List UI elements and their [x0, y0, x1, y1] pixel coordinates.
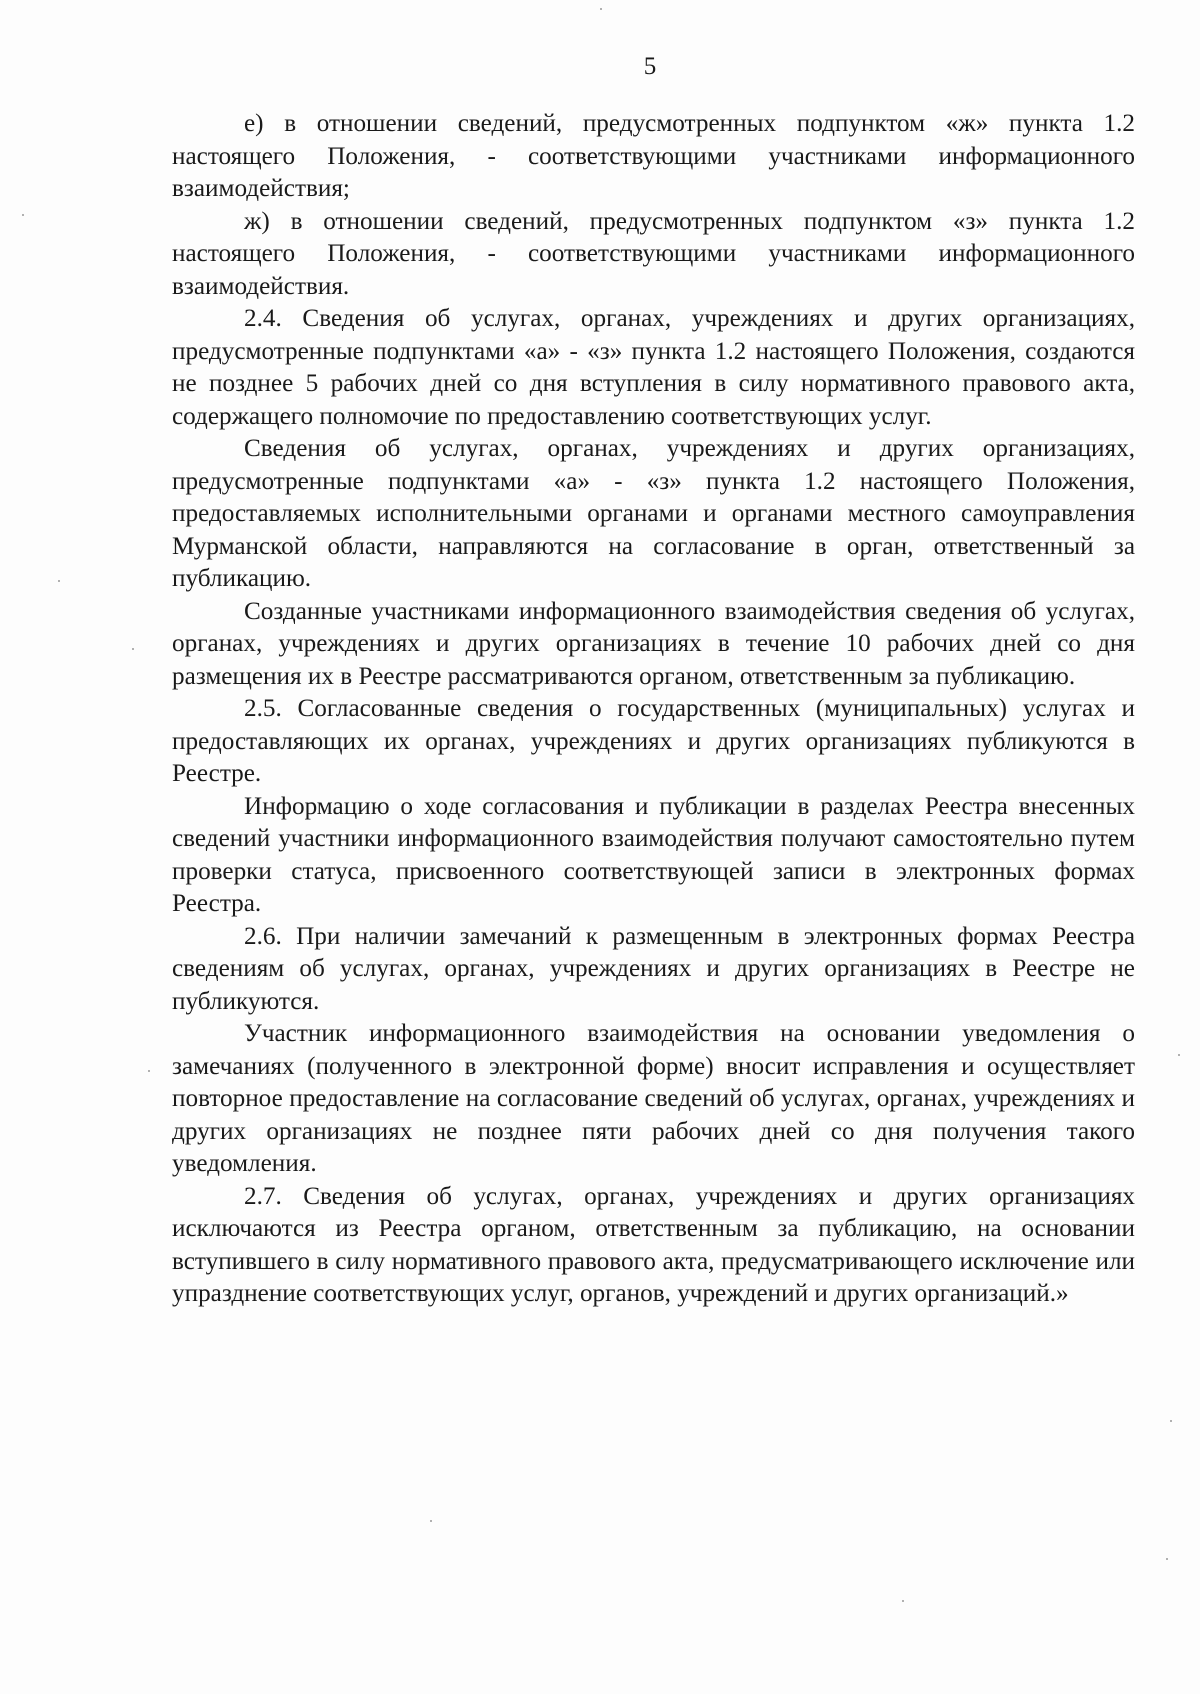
scan-speck [1166, 1558, 1168, 1560]
scan-speck [902, 1600, 904, 1602]
scan-speck [600, 8, 602, 10]
paragraph-2-4-review: Созданные участниками информационного взаимодействия сведения об услугах, органах, учреждениях и других организациях в течение 10 рабочих дней со дня размещения их в Реестре рассматриваются органом, ответственным за публикацию. [172, 597, 1135, 690]
scan-speck [148, 1070, 150, 1072]
scan-speck [132, 648, 134, 650]
paragraph-2-6: 2.6. При наличии замечаний к размещенным в электронных формах Реестра сведениям об услугах, органах, учреждениях и других организациях в Реестре не публикуются. [172, 922, 1135, 1015]
page-number: 5 [643, 53, 657, 80]
scan-speck [1178, 1054, 1180, 1056]
scan-speck [430, 1520, 432, 1522]
scan-speck [1170, 1420, 1172, 1422]
paragraph-e: е) в отношении сведений, предусмотренных подпунктом «ж» пункта 1.2 настоящего Положения, - соответствующими участниками информационного взаимодействия; [172, 110, 1135, 202]
scan-speck [58, 580, 60, 582]
paragraph-2-6-corrections: Участник информационного взаимодействия на основании уведомления о замечаниях (полученного в электронной форме) вносит исправления и осуществляет повторное предоставление на согласование сведений об услугах, органах, учреждениях и других организациях не позднее пяти рабочих дней со дня получения такого уведомления. [172, 1020, 1135, 1177]
paragraph-2-7: 2.7. Сведения об услугах, органах, учреждениях и других организациях исключаются из Реестра органом, ответственным за публикацию, на основании вступившего в силу нормативного правового акта, предусматривающего исключение или упразднение соответствующих услуг, органов, учреждений и других организаций.» [172, 1182, 1135, 1307]
paragraph-2-4-approval: Сведения об услугах, органах, учреждениях и других организациях, предусмотренные подпунктами «а» - «з» пункта 1.2 настоящего Положения, предоставляемых исполнительными органами и органами местного самоуправления Мурманской области, направляются на согласование в орган, ответственный за публикацию. [172, 435, 1135, 592]
paragraph-2-5: 2.5. Согласованные сведения о государственных (муниципальных) услугах и предоставляющих их органах, учреждениях и других организациях публикуются в Реестре. [172, 695, 1135, 787]
paragraph-2-5-status: Информацию о ходе согласования и публикации в разделах Реестра внесенных сведений участники информационного взаимодействия получают самостоятельно путем проверки статуса, присвоенного соответствующей записи в электронных формах Реестра. [172, 792, 1135, 917]
scan-speck [22, 214, 24, 216]
paragraph-2-4: 2.4. Сведения об услугах, органах, учреждениях и других организациях, предусмотренные подпунктами «а» - «з» пункта 1.2 настоящего Положения, создаются не позднее 5 рабочих дней со дня вступления в силу нормативного правового акта, содержащего полномочие по предоставлению соответствующих услуг. [172, 305, 1135, 430]
paragraph-zh: ж) в отношении сведений, предусмотренных подпунктом «з» пункта 1.2 настоящего Положения, - соответствующими участниками информационного взаимодействия. [172, 207, 1135, 300]
document-body [172, 108, 1135, 1311]
